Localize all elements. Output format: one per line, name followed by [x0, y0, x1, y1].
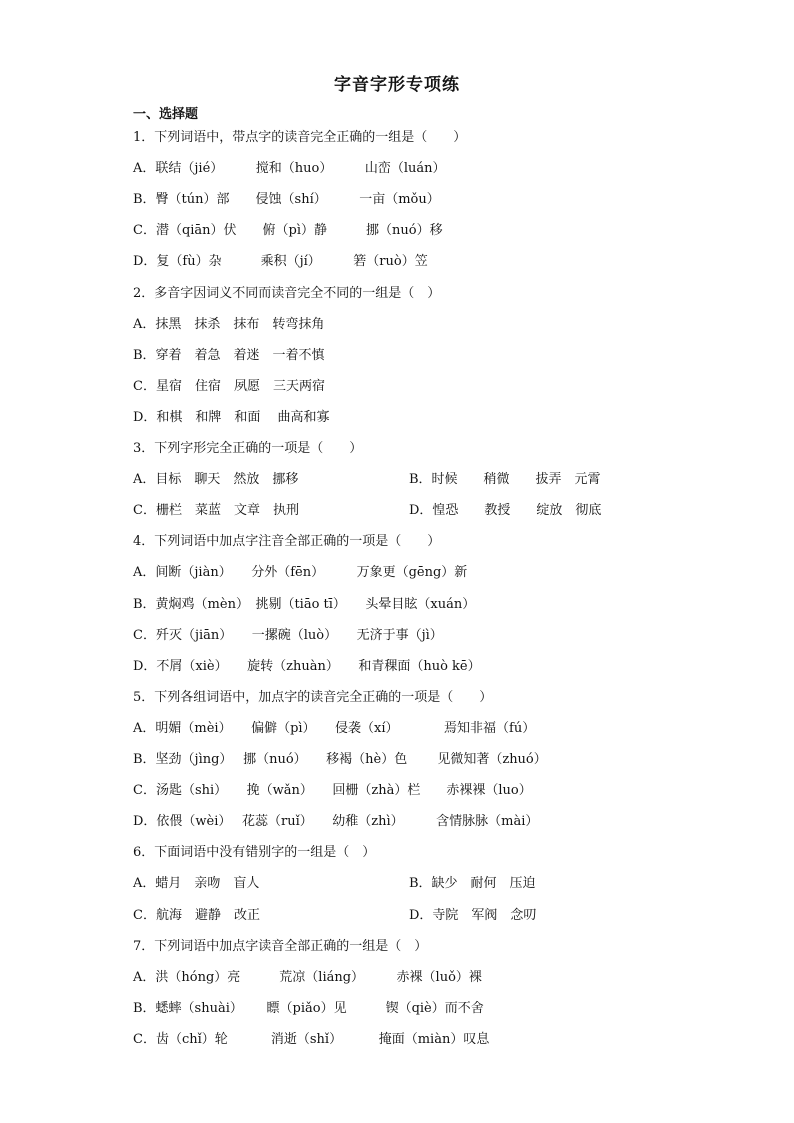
answer-option [133, 812, 538, 832]
line-text: C．栅栏 菜蓝 文章 执刑 [133, 503, 299, 519]
answer-option-right: D．惶恐 教授 绽放 彻底 [409, 503, 602, 519]
line-text: 2．多音字因词义不同而读音完全不同的一组是（ ） [133, 285, 441, 301]
line-text: C．齿（chǐ）轮 消逝（shǐ） 掩面（miàn）叹息 [133, 1031, 490, 1047]
question-stem [133, 937, 427, 957]
line-text: B．坚劲（jìng） 挪（nuó） 移褐（hè）色 见微知著（zhuó） [133, 752, 547, 767]
answer-option [133, 563, 467, 583]
line-text: B．黄焖鸡（mèn） 挑剔（tiāo tī） 头晕目眩（xuán） [133, 596, 476, 612]
line-text: 7．下列词语中加点字读音全部正确的一组是（ ） [133, 938, 428, 954]
line-text: B．穿着 着急 着迷 一着不慎 [133, 347, 325, 363]
line-text: 1．下列词语中，带点字的读音完全正确的一组是（ ） [133, 130, 467, 145]
answer-option [133, 874, 536, 894]
answer-option [133, 968, 482, 988]
answer-option [133, 470, 601, 490]
line-text: 3．下列字形完全正确的一项是（ ） [133, 441, 363, 456]
question-stem [133, 532, 440, 552]
line-text: A．洪（hóng）亮 荒凉（liáng） 赤裸（luǒ）裸 [133, 969, 482, 985]
answer-option [133, 408, 330, 428]
line-text: A．联结（jié） 搅和（huo） 山峦（luán） [133, 161, 446, 177]
answer-option [133, 595, 475, 615]
line-text: 5．下列各组词语中，加点字的读音完全正确的一项是（ ） [133, 689, 493, 705]
line-text: A．目标 聊天 然放 挪移 [133, 472, 299, 488]
answer-option [133, 159, 446, 179]
line-text: C．航海 避静 改正 [133, 907, 260, 923]
answer-option [133, 781, 532, 801]
line-text: D．复（fù）杂 乘积（jí） 箬（ruò）笠 [133, 254, 428, 270]
line-text: 6．下面词语中没有错别字的一组是（ ） [133, 845, 376, 861]
answer-option [133, 1030, 489, 1050]
line-text: B．蟋蟀（shuài） 瞟（piǎo）见 锲（qiè）而不舍 [133, 1000, 484, 1016]
answer-option [133, 190, 440, 210]
answer-option-right: D．寺院 军阀 念叨 [409, 907, 537, 923]
answer-option [133, 221, 443, 241]
section-heading: 一、选择题 [133, 107, 199, 122]
answer-option [133, 252, 428, 272]
question-stem [133, 128, 466, 148]
answer-option [133, 657, 481, 677]
answer-option [133, 750, 547, 770]
line-text: C．星宿 住宿 夙愿 三天两宿 [133, 378, 325, 394]
answer-option [133, 906, 537, 926]
answer-option-right: B．缺少 耐何 压迫 [409, 876, 536, 892]
line-text: D．依偎（wèi） 花蕊（ruǐ） 幼稚（zhì） 含情脉脉（mài） [133, 814, 539, 830]
line-text: 4．下列词语中加点字注音全部正确的一项是（ ） [133, 534, 441, 550]
question-stem [133, 439, 362, 459]
line-text: C．歼灭（jiān） 一摞碗（luò） 无济于事（jì） [133, 627, 443, 643]
answer-option [133, 626, 443, 646]
answer-option [133, 501, 602, 521]
line-text: D．和棋 和牌 和面 曲高和寡 [133, 409, 330, 425]
answer-option [133, 377, 325, 397]
answer-option [133, 999, 484, 1019]
line-text: A．明媚（mèi） 偏僻（pì） 侵袭（xí） 焉知非福（fú） [133, 720, 536, 736]
line-text: A．间断（jiàn） 分外（fēn） 万象更（gēng）新 [133, 565, 468, 581]
question-stem [133, 284, 440, 304]
answer-option [133, 719, 535, 739]
question-stem [133, 688, 492, 708]
answer-option [133, 315, 324, 335]
answer-option-right: B．时候 稍微 拔弄 元霄 [409, 472, 601, 488]
line-text: C．汤匙（shi） 挽（wǎn） 回栅（zhà）栏 赤裸裸（luo） [133, 783, 532, 799]
line-text: D．不屑（xiè） 旋转（zhuàn） 和青稞面（huò kē） [133, 658, 481, 674]
line-text: C．潜（qiān）伏 俯（pì）静 挪（nuó）移 [133, 223, 443, 239]
page-title: 字音字形专项练 [334, 75, 460, 95]
line-text: B．臀（tún）部 侵蚀（shí） 一亩（mǒu） [133, 192, 440, 208]
answer-option [133, 346, 325, 366]
line-text: A．抹黑 抹杀 抹布 转弯抹角 [133, 316, 325, 332]
question-stem [133, 843, 375, 863]
line-text: A．蜡月 亲吻 盲人 [133, 876, 260, 892]
